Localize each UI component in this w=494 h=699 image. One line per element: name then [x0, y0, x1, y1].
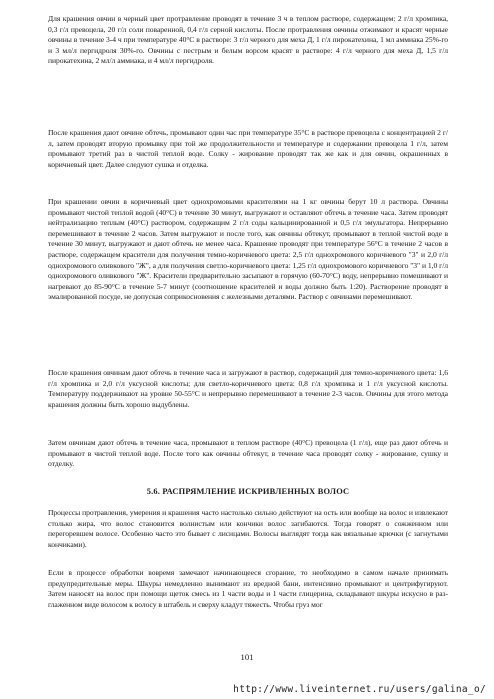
- page-number: 101: [240, 652, 254, 662]
- paragraph-chrome-fixing: После крашения овчинам дают обтечь в течение часа и загружают в раствор, содержащий для темно-коричневого цвета: 1,6 г/л хромпика и 2,0 г/л уксусной кислоты; для светло-коричневого цвета: 0,8 г/л хромпика и 1 г/л уксусной кислоты. Температуру поддерживают на уровне 50-55°С и непрерывно перемешивают в течение 2-3 часов. Овчины для этого метода крашения должны быть хорошо выдублены.: [48, 368, 448, 409]
- paragraph-brown-dyeing: При крашении овчин в коричневый цвет однохромовыми красителями на 1 кг овчины берут 10 л раствора. Овчины промывают чистой теплой водой (40°С) в течение 30 минут, выгружают и оставляют обтечь в течение часа. Затем проводят нейтрализацию теплым (40°С) раствором, содержащим 2 г/л соды кальцинированной и 0,5 г/л эмульгатора. Непрерывно перемешивают в течение 2 часов. Затем выгружают и после того, как овчины обтекут, промывают в теплой чистой воде в течение 30 минут, выгружают и дают обтечь не менее часа. Крашение проводят при температуре 56°С в течение 2 часов в растворе, содержащем красители для получения темно-коричневого цвета: 2,5 г/л однохромового коричневого "3" и 2,0 г/л однохромового оливкового "Ж", а для получения светло-коричневого цвета: 1,25 г/л однохромового коричневого "3" и 1,0 г/л однохромового оливкового "Ж". Красители предварительно засыпают в горячую (60-70°С) воду, непрерывно помешивают и нагревают до 85-90°С в течение 5-7 минут (соотношение красителей и воды должно быть 1:20). Растворение проводят в эмалированной посуде, не допуская соприкосновения с железными деталями. Раствор с овчинами перемешивают.: [48, 197, 448, 302]
- footer-url[interactable]: http://www.liveinternet.ru/users/galina_o/: [233, 684, 486, 695]
- paragraph-final-rinse: Затем овчинам дают обтечь в течение часа, промывают в теплом растворе (40°С) превоцела (1 г/л), еще раз дают обтечь и промывают в чистой теплой воде. После того как овчины обтекут, в течение часа проводят солку - жирование, сушку и отделку.: [48, 438, 448, 469]
- paragraph-after-dyeing-rinse: После крашения дают овчине обтечь, промывают один час при температуре 35°С в растворе превоцела с концентрацией 2 г/л, затем проводят вторую промывку при той же продолжительности и температуре и содержании превоцела 1 г/л, затем промывают третий раз в чистой теплой воде. Солку - жирование проводят так же как и для овчин, окрашенных в коричневый цвет. Далее следуют сушка и отделка.: [48, 128, 448, 169]
- paragraph-burnt-hair: Процессы протравления, умерения и крашения часто настолько сильно действуют на ость или вообще на волос и извлекают столько жира, что волос становится волнистым или кончики волос загибаются. Тогда говорят о сожженном или перегоревшем волосе. Особенно часто это бывает с лисицами. Волосы выглядят тогда как вязальные крючки (с загнутыми кончиками).: [48, 508, 448, 549]
- paragraph-prevention: Если в процессе обработки вовремя замечают начинающееся сгорание, то необходимо в самом начале принимать предупредительные меры. Шкуры немедленно вынимают из вредной бани, интенсивно промывают и центрифугируют. Затем наносят на волос при помощи щеток смесь из 1 части воды и 1 части глицерина, складывают шкуры искусно в раз-глаженном виде волосом к волосу в штабель и сверху кладут тяжесть. Чтобы груз мог: [48, 568, 448, 609]
- paragraph-black-dyeing: Для крашения овчин в черный цвет протравление проводят в течение 3 ч в теплом растворе, содержащем: 2 г/л хромпика, 0,3 г/л превоцела, 20 г/л соли поваренной, 0,4 г/л серной кислоты. После протравления овчины отжимают и красят черные овчины в течение 3-4 ч при температуре 40°С в растворе: 3 г/л черного для меха Д, 1 г/л пирокатехина, 1 мл аммиака 25%-го и 3 мл/л пергидроля 30%-го. Овчины с пестрым и белым ворсом красят в растворе: 4 г/л черного для меха Д, 1,5 г/л пирокатехина, 2 мл/л аммиака, и 4 мл/л пергидроля.: [48, 14, 448, 66]
- section-heading: 5.6. РАСПРЯМЛЕНИЕ ИСКРИВЛЕННЫХ ВОЛОС: [146, 487, 350, 496]
